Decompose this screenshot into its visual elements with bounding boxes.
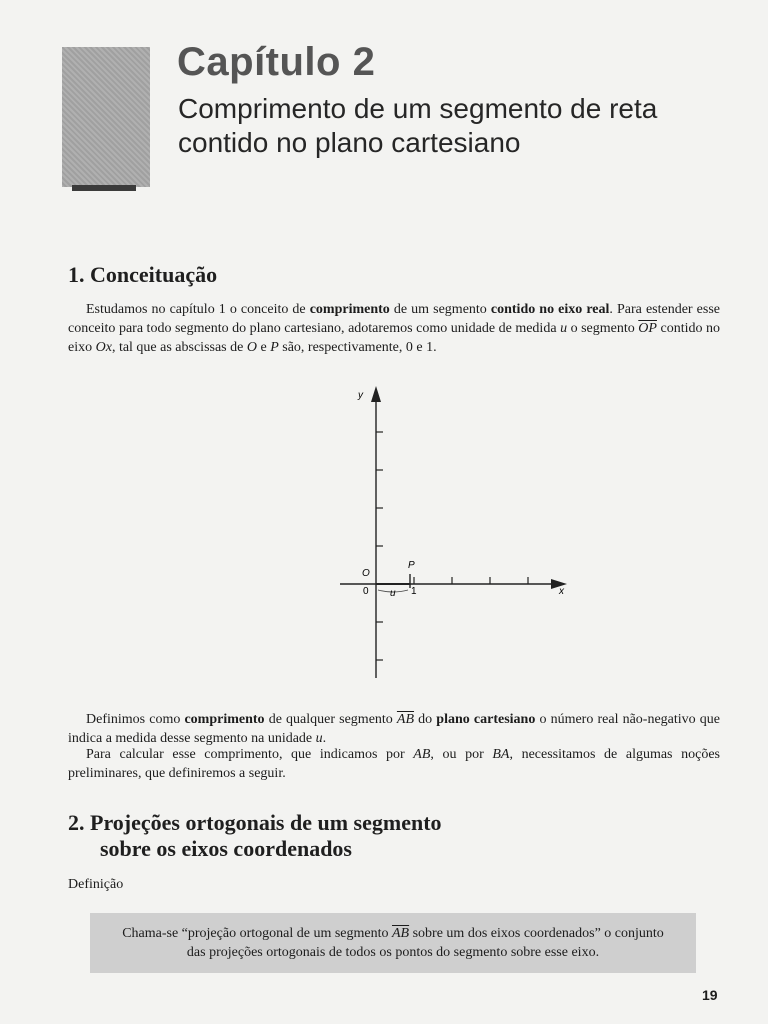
tick-label-zero: 0 [363,586,369,597]
cartesian-plane-figure [340,380,580,690]
chapter-decoration-block [62,47,150,187]
segment-op: $\overline{OP}$ [638,321,657,336]
section-2-title-line-2: sobre os eixos coordenados [100,836,352,861]
point-p-label: P [408,560,415,571]
y-axis-arrow [371,386,381,402]
paragraph-preliminaries: Para calcular esse comprimento, que indicamos por AB, ou por BA, necessitamos de algumas noções preliminares, que definiremos a seguir. [68,747,720,781]
definition-label: Definição [68,877,124,892]
section-1-title: 1. Conceituação [68,262,218,287]
y-axis-ticks [376,432,383,660]
chapter-subtitle: Comprimento de um segmento de reta contido no plano cartesiano [178,93,658,158]
chapter-title: Capítulo 2 [177,40,376,84]
chapter-decoration-bar [72,185,136,191]
segment-ab: $\overline{AB}$ [396,712,415,727]
y-axis-label: y [358,390,363,401]
page-number: 19 [702,987,718,1003]
paragraph-definition-length: Definimos como comprimento de qualquer segmento $\overline{AB}$ do plano cartesiano o número real não-negativo que indica a medida desse segmento na unidade u. [68,712,721,746]
x-axis-label: x [559,586,564,597]
origin-label: O [362,568,370,579]
paragraph-intro: Estudamos no capítulo 1 o conceito de comprimento de um segmento contido no eixo real. Para estender esse conceito para todo segmento do plano cartesiano, adotaremos como unidade de medida u o segmento $\overline{OP}$ contido no eixo Ox, tal que as abscissas de O e P são, respectivamente, 0 e 1. [68,302,721,355]
tick-label-one: 1 [411,586,417,597]
segment-ab-definition: $\overline{AB}$ [392,926,410,941]
definition-box: Chama-se “projeção ortogonal de um segmento $\overline{AB}$ sobre um dos eixos coordenados” o conjunto das projeções ortogonais de todos os pontos do segmento sobre esse eixo. [90,913,696,973]
unit-label: u [390,588,396,599]
section-2-title-line-1: 2. Projeções ortogonais de um segmento [68,810,442,835]
